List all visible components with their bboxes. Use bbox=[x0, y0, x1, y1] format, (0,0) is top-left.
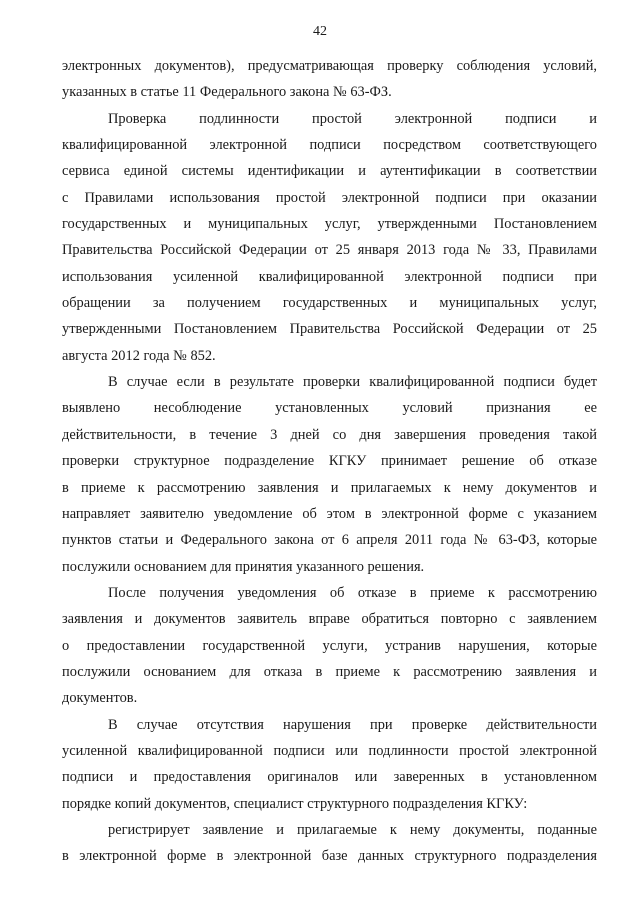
text-line: в приеме к рассмотрению заявления и прилагаемых к нему документов и bbox=[62, 479, 597, 496]
text-line: документов. bbox=[62, 690, 138, 707]
text-line: проверки структурное подразделение КГКУ принимает решение об отказе bbox=[62, 453, 597, 470]
text-line: В случае если в результате проверки квалифицированной подписи будет bbox=[108, 374, 597, 391]
text-line: После получения уведомления об отказе в приеме к рассмотрению bbox=[108, 584, 597, 601]
text-line: направляет заявителю уведомление об этом в электронной форме с указанием bbox=[62, 505, 597, 522]
text-line: порядке копий документов, специалист структурного подразделения КГКУ: bbox=[62, 795, 528, 812]
text-line: регистрирует заявление и прилагаемые к нему документы, поданные bbox=[108, 821, 597, 838]
text-line: государственных и муниципальных услуг, утвержденными Постановлением bbox=[62, 216, 597, 233]
text-line: усиленной квалифицированной подписи или подлинности простой электронной bbox=[62, 742, 597, 759]
text-line: сервиса единой системы идентификации и аутентификации в соответствии bbox=[62, 163, 597, 180]
text-line: квалифицированной электронной подписи посредством соответствующего bbox=[62, 137, 597, 154]
text-line: электронных документов), предусматривающая проверку соблюдения условий, bbox=[62, 58, 597, 74]
text-line: Проверка подлинности простой электронной подписи и bbox=[108, 110, 597, 127]
text-line: с Правилами использования простой электронной подписи при оказании bbox=[62, 189, 597, 206]
text-line: о предоставлении государственной услуги, устранив нарушения, которые bbox=[62, 637, 597, 654]
text-line: заявления и документов заявитель вправе обратиться повторно с заявлением bbox=[62, 611, 597, 628]
text-line: выявлено несоблюдение установленных условий признания ее bbox=[62, 400, 597, 417]
page-number: 42 bbox=[313, 24, 327, 39]
text-line: обращении за получением государственных и муниципальных услуг, bbox=[62, 295, 597, 312]
text-line: пунктов статьи и Федерального закона от 6 апреля 2011 года № 63-ФЗ, которые bbox=[62, 532, 597, 549]
text-line: В случае отсутствия нарушения при проверке действительности bbox=[108, 716, 597, 733]
text-line: в электронной форме в электронной базе данных структурного подразделения bbox=[62, 848, 597, 865]
text-line: подписи и предоставления оригиналов или заверенных в установленном bbox=[62, 769, 597, 786]
text-line: августа 2012 года № 852. bbox=[62, 347, 216, 364]
document-body bbox=[62, 53, 597, 870]
text-line: Правительства Российской Федерации от 25 января 2013 года № 33, Правилами bbox=[62, 242, 597, 259]
text-line: указанных в статье 11 Федерального закона № 63-ФЗ. bbox=[62, 84, 392, 101]
text-line: послужили основанием для принятия указанного решения. bbox=[62, 558, 425, 575]
text-line: утвержденными Постановлением Правительства Российской Федерации от 25 bbox=[62, 321, 597, 338]
text-line: действительности, в течение 3 дней со дня завершения проведения такой bbox=[62, 426, 597, 443]
text-line: послужили основанием для отказа в приеме к рассмотрению заявления и bbox=[62, 663, 597, 680]
text-line: использования усиленной квалифицированной электронной подписи при bbox=[62, 268, 597, 285]
